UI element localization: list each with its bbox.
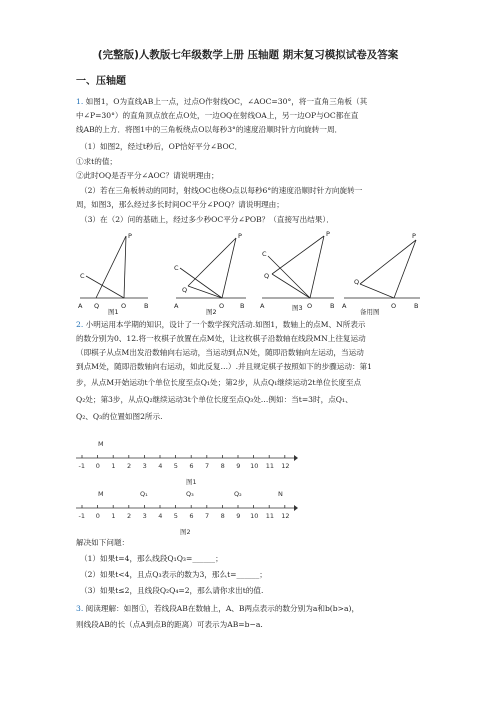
q1-part1-a: ①求t的值；: [76, 157, 118, 166]
svg-text:P: P: [128, 232, 132, 240]
nl1-label-M: M: [98, 440, 104, 448]
svg-text:Q: Q: [264, 272, 270, 280]
q1-number: 1.: [76, 97, 84, 106]
tick-label: -1: [78, 512, 85, 520]
nl1-figure-label: 图1: [186, 478, 197, 486]
q2-line-7: Q₂、Q₃的位置如图2所示.: [76, 412, 163, 421]
tick-label: 0: [95, 462, 100, 470]
tick-label: 4: [158, 462, 163, 470]
nl2-label-Q2: Q₂: [234, 490, 242, 498]
tick-label: 11: [265, 512, 274, 520]
tick-label: 4: [158, 512, 163, 520]
tick-label: 8: [220, 462, 225, 470]
tick-label: 3: [142, 512, 147, 520]
q1-line-3: 线AB的上方．将图1中的三角板绕点O以每秒3°的速度沿顺时针方向旋转一周．: [76, 125, 343, 134]
tick-label: 10: [250, 462, 259, 470]
tick-label: 9: [236, 512, 241, 520]
q2-line-4: 到点M处，随即沿数轴向右运动，如此反复…）.并且规定棋子按照如下的步骤运动：第1: [76, 362, 372, 371]
tick-label: 5: [173, 462, 178, 470]
q2-line-6: Q₂处；第3步，从点Q₂继续运动3t个单位长度至点Q₃处…例如：当t=3时，点Q₁、: [76, 395, 353, 404]
svg-text:Q: Q: [94, 302, 100, 310]
q2-line-5: 步，从点M开始运动t个单位长度至点Q₁处；第2步，从点Q₁继续运动2t单位长度至点: [76, 378, 362, 387]
fig2-label: 图2: [206, 308, 217, 316]
svg-text:A: A: [174, 302, 179, 310]
q2-number-line-1: [76, 436, 298, 486]
q2-item-3: （3）如果t≤2，且线段Q₂Q₄=2，那么请你求出t的值.: [80, 586, 264, 595]
tick-label: 6: [189, 512, 194, 520]
fig1-label: 图1: [108, 308, 119, 316]
q2-line-2: 的数分别为0、12.将一枚棋子放置在点M处，让这枚棋子沿数轴在线段MN上往复运动: [76, 334, 366, 343]
document-title: (完整版)人教版七年级数学上册 压轴题 期末复习模拟试卷及答案: [97, 49, 399, 61]
nl2-label-M: M: [98, 490, 104, 498]
section-heading: 一、压轴题: [76, 76, 126, 87]
svg-text:C: C: [174, 264, 179, 272]
svg-text:B: B: [330, 302, 335, 310]
q1-figure-2: [172, 228, 252, 314]
svg-text:P: P: [412, 232, 416, 240]
q2-item-1: （1）如果t=4，那么线段Q₁Q₃=______；: [80, 554, 223, 563]
svg-text:O: O: [219, 302, 225, 310]
nl2-label-Q3: Q₃: [186, 490, 194, 498]
nl2-figure-label: 图2: [180, 528, 191, 536]
fig3-label: 图3: [292, 304, 303, 312]
q1-figure-1: [76, 228, 156, 314]
tick-label: 8: [220, 512, 225, 520]
svg-text:B: B: [240, 302, 245, 310]
svg-text:O: O: [391, 302, 397, 310]
tick-label: 1: [111, 512, 116, 520]
q2-number-line-2: [76, 486, 298, 536]
q2-item-2: （2）如果t<4，且点Q₃表示的数为3，那么t=______；: [80, 570, 267, 579]
tick-label: 0: [95, 512, 100, 520]
svg-text:O: O: [307, 302, 313, 310]
svg-text:Q: Q: [354, 278, 360, 286]
svg-text:C: C: [262, 250, 267, 258]
q1-figure-spare: [340, 228, 424, 314]
tick-label: 5: [173, 512, 178, 520]
q1-figure-3: [258, 228, 338, 314]
tick-label: 7: [205, 462, 210, 470]
q1-line-1: 1. 如图1，O为直线AB上一点，过点O作射线OC，∠AOC=30°，将一直角三角板（其: [76, 97, 368, 106]
q2-answers-intro: 解决如下问题：: [76, 538, 130, 547]
q3-line-2: 则线段AB的长（点A到点B的距离）可表示为AB=b−a.: [76, 620, 263, 629]
tick-label: 9: [236, 462, 241, 470]
svg-text:C: C: [80, 272, 85, 280]
tick-label: 11: [265, 462, 274, 470]
q1-part1: （1）如图2，经过t秒后，OP恰好平分∠BOC．: [80, 142, 243, 151]
tick-label: 2: [127, 512, 132, 520]
svg-text:O: O: [121, 302, 127, 310]
q1-part3: （3）在（2）问的基础上，经过多少秒OC平分∠POB？（直接写出结果）．: [80, 215, 334, 224]
nl2-label-Q1: Q₁: [140, 490, 148, 498]
q2-line-1: 2. 小明运用本学期的知识，设计了一个数学探究活动.如图1，数轴上的点M、N所表示: [76, 320, 366, 329]
svg-text:P: P: [326, 230, 330, 238]
q3-number: 3.: [76, 604, 84, 613]
svg-text:A: A: [260, 302, 265, 310]
svg-text:A: A: [78, 302, 83, 310]
svg-text:B: B: [414, 302, 419, 310]
tick-label: 1: [111, 462, 116, 470]
q2-number: 2.: [76, 320, 84, 329]
tick-label: 3: [142, 462, 147, 470]
svg-text:Q: Q: [182, 286, 188, 294]
svg-text:B: B: [144, 302, 149, 310]
q1-part1-b: ②此时OQ是否平分∠AOC？请说明理由；: [76, 171, 219, 180]
svg-text:P: P: [238, 232, 242, 240]
tick-label: 12: [281, 512, 290, 520]
tick-label: 2: [127, 462, 132, 470]
tick-label: 12: [281, 462, 290, 470]
tick-label: 10: [250, 512, 259, 520]
spare-fig-label: 备用图: [360, 308, 380, 316]
q1-part2-cont: 周，如图3，那么经过多长时间OC平分∠POQ？请说明理由；: [76, 200, 284, 209]
q1-part2: （2）若在三角板转动的同时，射线OC也绕O点以每秒6°的速度沿顺时针方向旋转一: [80, 186, 363, 195]
q2-line-3: （即棋子从点M出发沿数轴向右运动，当运动到点N处，随即沿数轴向左运动，当运动: [76, 348, 364, 357]
tick-label: -1: [78, 462, 85, 470]
q1-line-2: 中∠P=30°）的直角顶点放在点O处，一边OQ在射线OA上，另一边OP与OC都在直: [76, 111, 359, 120]
tick-label: 6: [189, 462, 194, 470]
svg-text:A: A: [342, 302, 347, 310]
nl2-label-N: N: [278, 490, 283, 498]
tick-label: 7: [205, 512, 210, 520]
q3-line-1: 3. 阅读理解：如图①，若线段AB在数轴上，A、B两点表示的数分别为a和b(b>a)，: [76, 604, 360, 613]
